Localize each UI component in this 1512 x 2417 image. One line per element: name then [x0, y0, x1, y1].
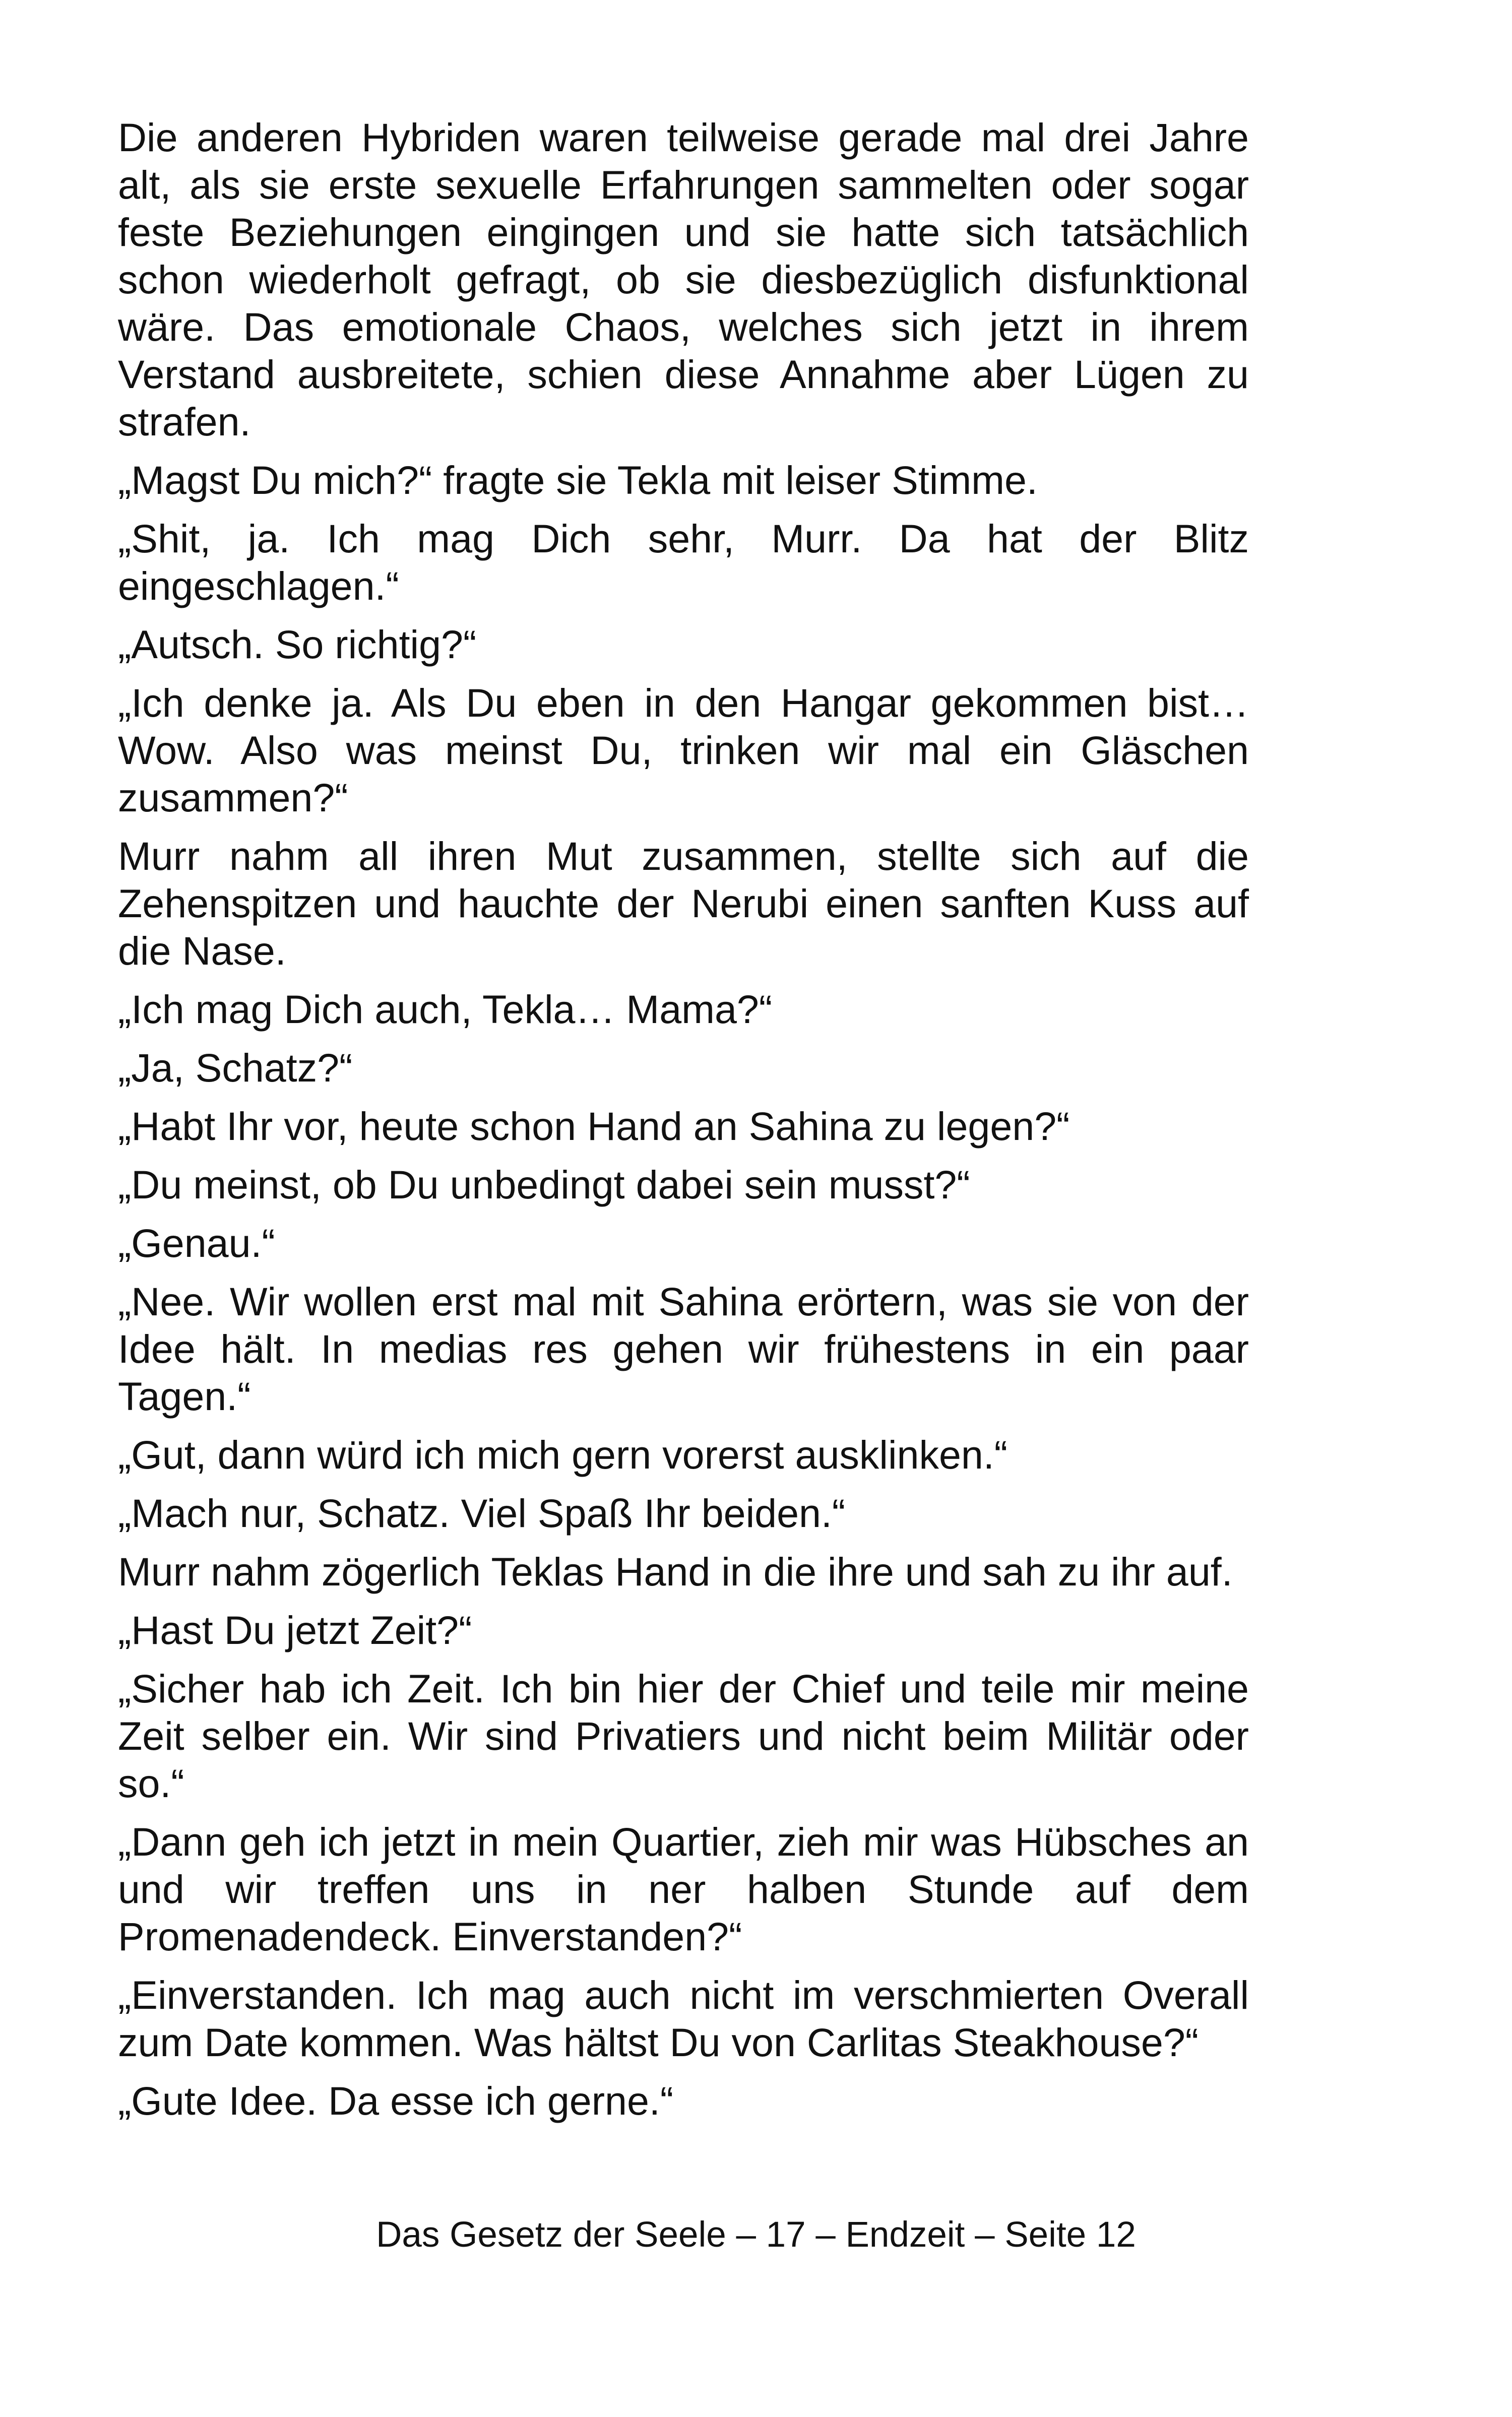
paragraph: Murr nahm all ihren Mut zusammen, stellte sich auf die Zehenspitzen und hauchte der Nerubi einen sanften Kuss auf die Nase.	[118, 834, 1249, 973]
paragraph: „Hast Du jetzt Zeit?“	[118, 1608, 472, 1652]
paragraph: „Ja, Schatz?“	[118, 1045, 353, 1090]
paragraph: „Genau.“	[118, 1221, 275, 1265]
paragraph: „Gute Idee. Da esse ich gerne.“	[118, 2078, 674, 2123]
paragraph: „Gut, dann würd ich mich gern vorerst ausklinken.“	[118, 1432, 1008, 1477]
paragraph: „Ich mag Dich auch, Tekla… Mama?“	[118, 987, 773, 1032]
paragraph: „Ich denke ja. Als Du eben in den Hangar gekommen bist… Wow. Also was meinst Du, trinken wir mal ein Gläschen zusammen?“	[118, 680, 1249, 820]
paragraph: „Habt Ihr vor, heute schon Hand an Sahina zu legen?“	[118, 1104, 1070, 1149]
page-footer: Das Gesetz der Seele – 17 – Endzeit – Seite 12	[376, 2215, 1136, 2255]
paragraph: „Du meinst, ob Du unbedingt dabei sein musst?“	[118, 1162, 970, 1207]
paragraph: Die anderen Hybriden waren teilweise gerade mal drei Jahre alt, als sie erste sexuelle Erfahrungen sammelten oder sogar feste Beziehungen eingingen und sie hatte sich tatsächlich schon wiederholt gefragt, ob sie diesbezüglich disfunktional wäre. Das emotionale Chaos, welches sich jetzt in ihrem Verstand ausbreitete, schien diese Annahme aber Lügen zu strafen.	[118, 115, 1249, 444]
paragraph: „Shit, ja. Ich mag Dich sehr, Murr. Da hat der Blitz eingeschlagen.“	[118, 516, 1249, 608]
paragraph: „Nee. Wir wollen erst mal mit Sahina erörtern, was sie von der Idee hält. In medias res gehen wir frühestens in ein paar Tagen.“	[118, 1279, 1249, 1419]
paragraph: „Dann geh ich jetzt in mein Quartier, zieh mir was Hübsches an und wir treffen uns in ner halben Stunde auf dem Promenadendeck. Einverstanden?“	[118, 1819, 1249, 1959]
body-text	[118, 114, 1249, 2136]
paragraph: „Einverstanden. Ich mag auch nicht im verschmierten Overall zum Date kommen. Was hältst Du von Carlitas Steakhouse?“	[118, 1973, 1249, 2065]
paragraph: „Autsch. So richtig?“	[118, 622, 477, 667]
paragraph: „Mach nur, Schatz. Viel Spaß Ihr beiden.“	[118, 1491, 846, 1536]
paragraph: Murr nahm zögerlich Teklas Hand in die ihre und sah zu ihr auf.	[118, 1549, 1233, 1594]
paragraph: „Magst Du mich?“ fragte sie Tekla mit leiser Stimme.	[118, 458, 1038, 502]
paragraph: „Sicher hab ich Zeit. Ich bin hier der Chief und teile mir meine Zeit selber ein. Wir sind Privatiers und nicht beim Militär oder so.“	[118, 1666, 1249, 1806]
